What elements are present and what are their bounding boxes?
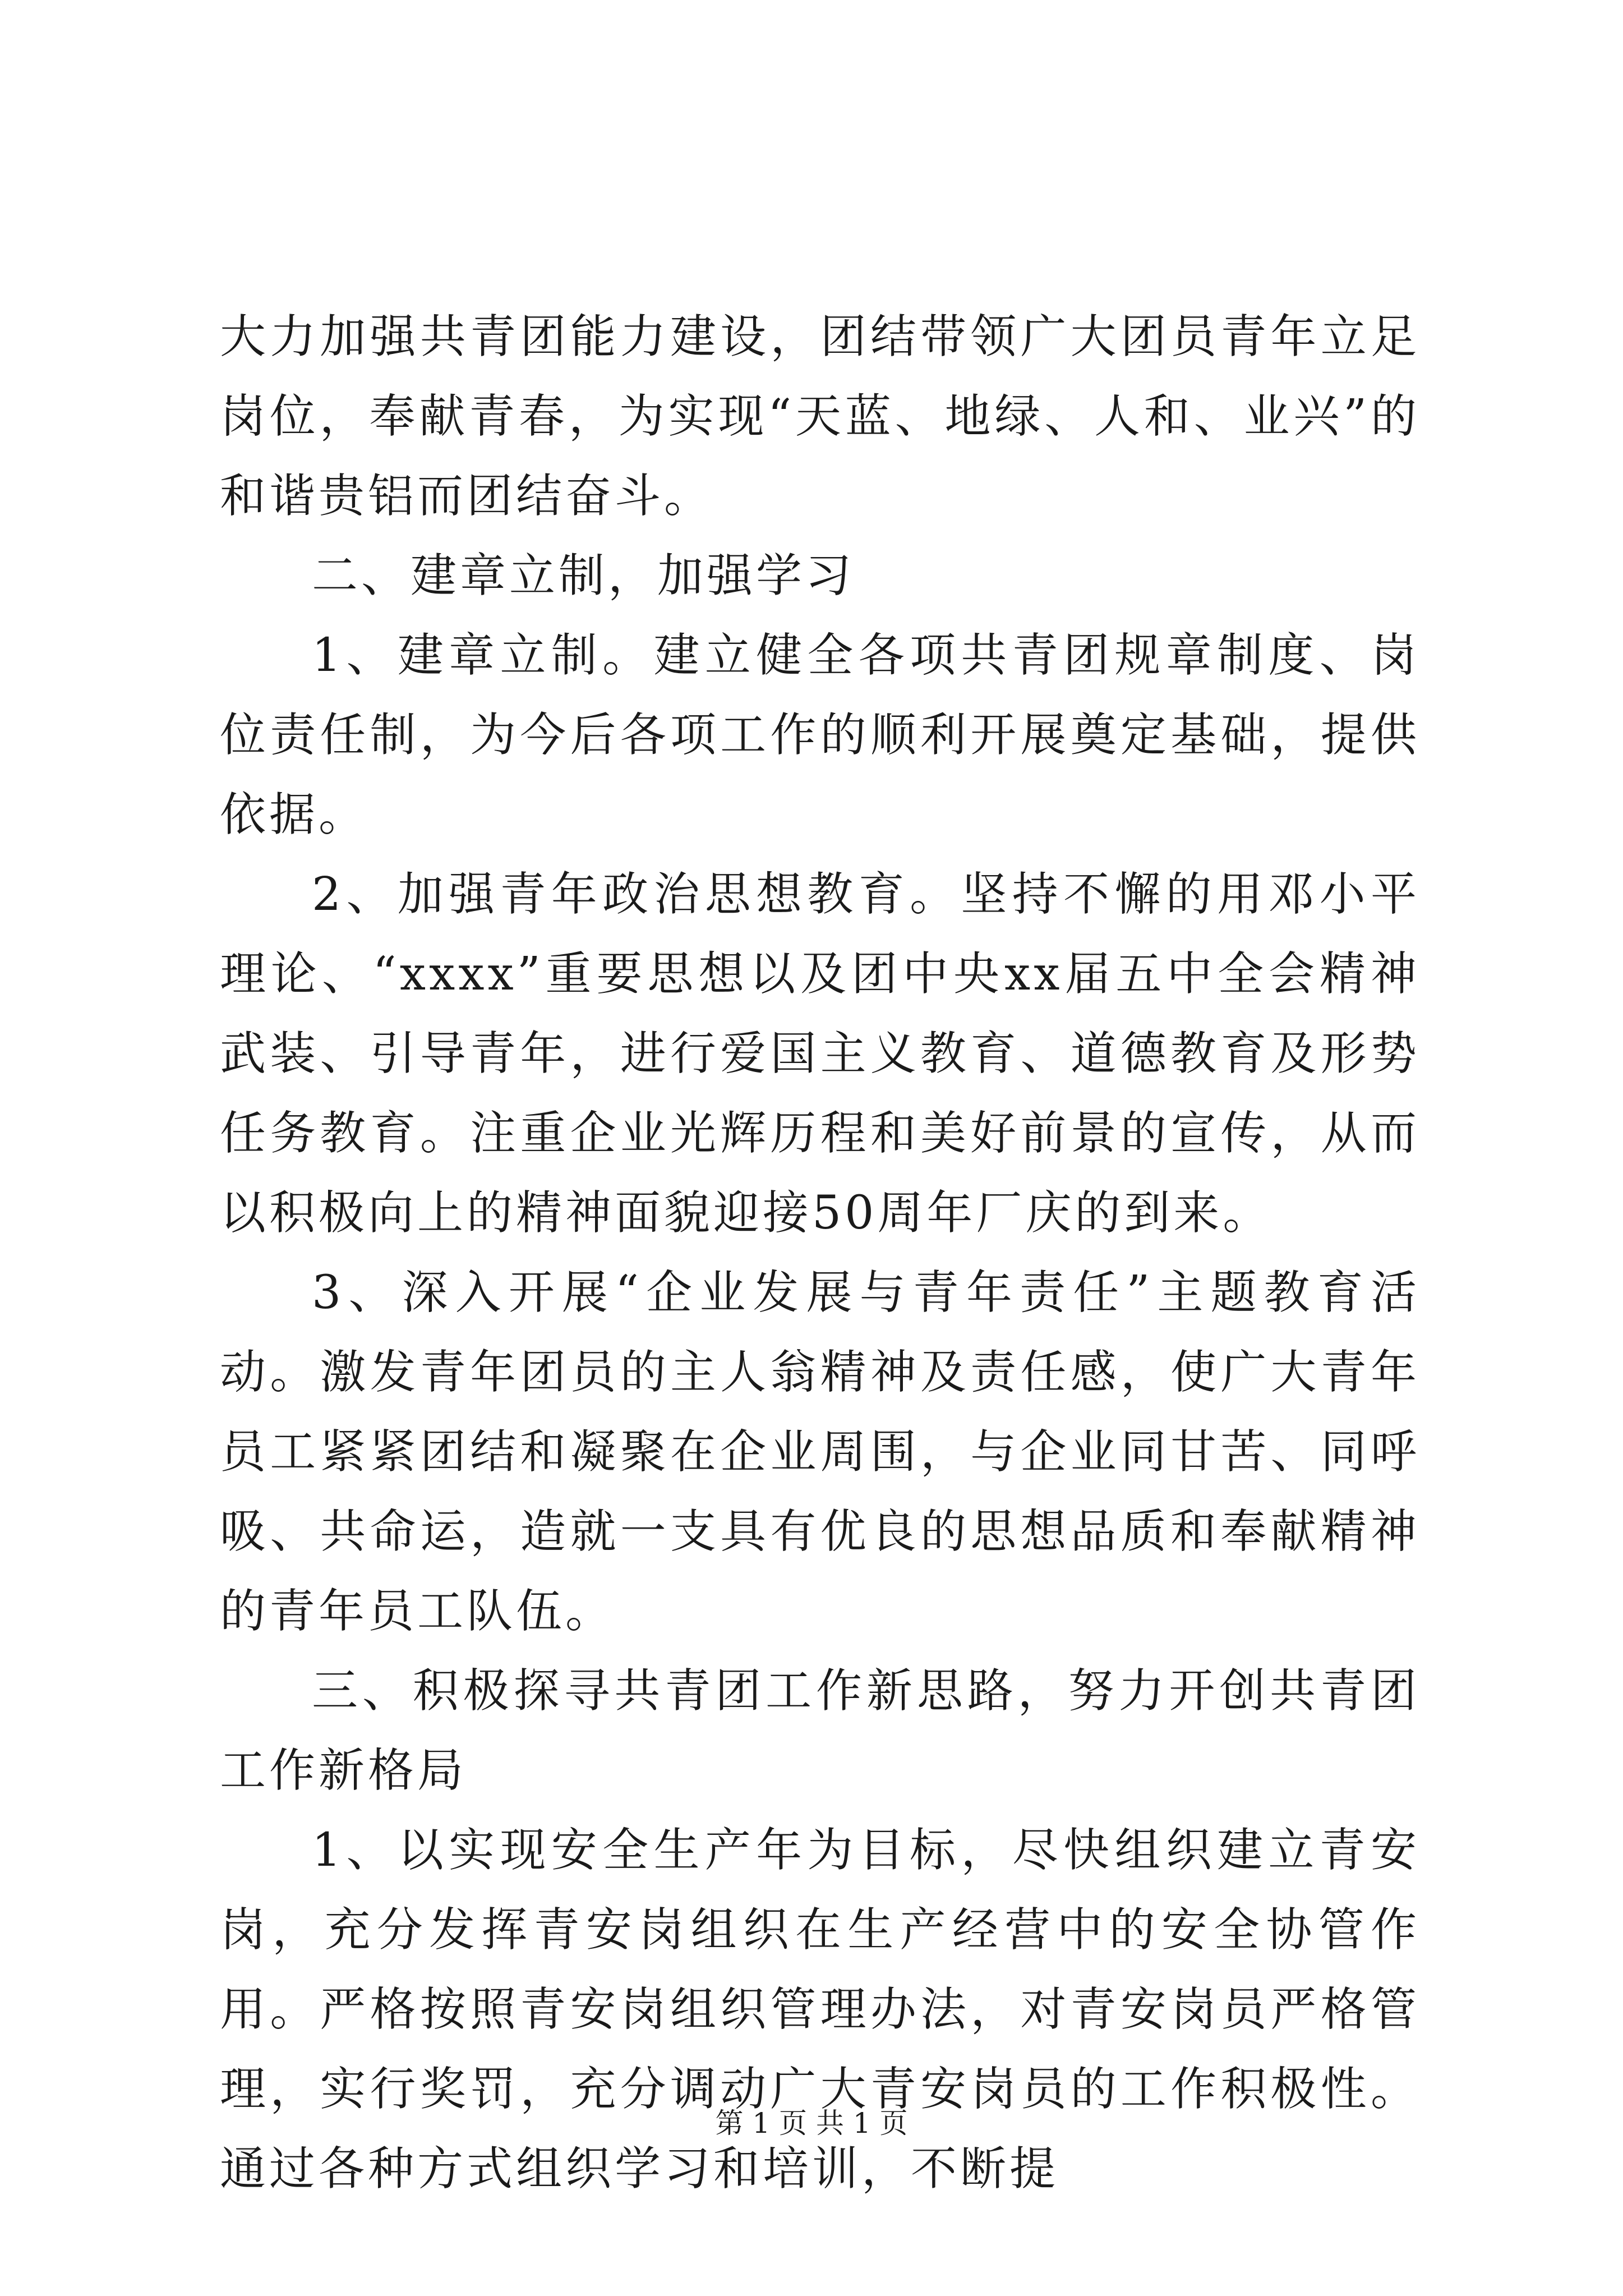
- paragraph-continuation: 大力加强共青团能力建设，团结带领广大团员青年立足岗位，奉献青春，为实现“天蓝、地绿、人和、业兴”的和谐贵铝而团结奋斗。: [220, 310, 1420, 523]
- document-body: [220, 297, 1420, 2209]
- paragraph-item-3-1: 1、以实现安全生产年为目标，尽快组织建立青安岗，充分发挥青安岗组织在生产经营中的安全协管作用。严格按照青安岗组织管理办法，对青安岗员严格管理，实行奖罚，充分调动广大青安岗员的工作积极性。通过各种方式组织学习和培训，不断提: [220, 1824, 1420, 2196]
- paragraph-item-2-1: 1、建章立制。建立健全各项共青团规章制度、岗位责任制，为今后各项工作的顺利开展奠定基础，提供依据。: [220, 629, 1420, 841]
- paragraph-item-2-2: 2、加强青年政治思想教育。坚持不懈的用邓小平理论、“xxxx”重要思想以及团中央xx届五中全会精神武装、引导青年，进行爱国主义教育、道德教育及形势任务教育。注重企业光辉历程和美好前景的宣传，从而以积极向上的精神面貌迎接50周年厂庆的到来。: [220, 868, 1420, 1240]
- section-heading-2: 二、建章立制，加强学习: [312, 549, 855, 602]
- page-number-footer: 第 1 页 共 1 页: [715, 2107, 908, 2139]
- section-heading-3: 三、积极探寻共青团工作新思路，努力开创共青团工作新格局: [220, 1664, 1420, 1797]
- paragraph-item-2-3: 3、深入开展“企业发展与青年责任”主题教育活动。激发青年团员的主人翁精神及责任感，使广大青年员工紧紧团结和凝聚在企业周围，与企业同甘苦、同呼吸、共命运，造就一支具有优良的思想品质和奉献精神的青年员工队伍。: [220, 1266, 1420, 1638]
